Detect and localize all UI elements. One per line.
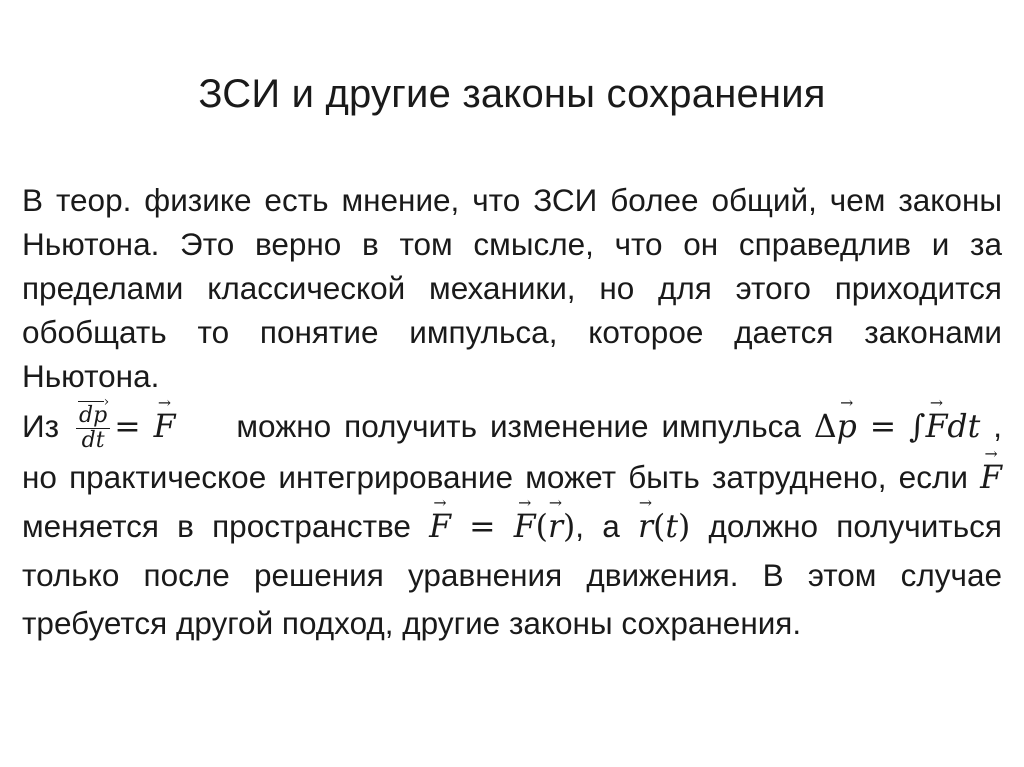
force-vector-3: → F (980, 454, 1002, 502)
dt-term: dt (947, 409, 981, 445)
force-vector-5: → F (514, 503, 536, 551)
delta-symbol: Δ (813, 409, 837, 445)
close-paren-2: ) (678, 509, 691, 546)
paragraph-2 (22, 402, 1002, 647)
equals-sign-2: = (869, 409, 897, 445)
momentum-vector: → p (837, 403, 857, 451)
fraction-denominator: dt (81, 428, 105, 454)
integral-sign: ∫ (909, 409, 926, 445)
force-vector-2: → F (926, 403, 948, 451)
force-vector: → F (154, 403, 176, 451)
text-changes-in-space: меняется в пространстве (22, 508, 411, 545)
dp-dt-fraction (76, 404, 110, 453)
open-paren-2: ( (653, 509, 666, 546)
text-and: , а (575, 508, 620, 545)
position-vector: → r (548, 503, 563, 551)
equals-sign: = (114, 409, 141, 445)
equals-sign-3: = (469, 509, 496, 546)
close-paren: ) (563, 509, 576, 546)
open-paren: ( (535, 509, 548, 546)
fraction-numerator: dp › (76, 404, 110, 429)
force-vector-4: → F (429, 503, 451, 551)
word-iz: Из (22, 408, 60, 444)
position-vector-2: → r (638, 503, 653, 551)
time-variable: t (665, 509, 678, 546)
text-change-momentum: можно получить изменение импульса (236, 408, 801, 444)
paragraph-1: В теор. физике есть мнение, что ЗСИ более общий, чем законы Ньютона. Это верно в том смысле, что он справедлив и за пределами классической механики, но для этого приходится обобщать то понятие импульса, которое дается законами Ньютона. (22, 182, 1002, 394)
text-integration: , но практическое интегрирование может быть затруднено, если (22, 408, 1002, 496)
slide-title: ЗСИ и другие законы сохранения (198, 72, 826, 116)
text-conclusion: должно получиться только после решения уравнения движения. В этом случае требуется другой подход, другие законы сохранения. (22, 508, 1002, 642)
